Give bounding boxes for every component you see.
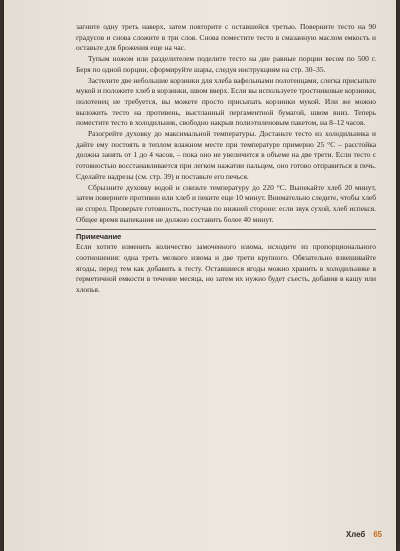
body-text <box>76 22 376 296</box>
page-number: 65 <box>373 530 382 539</box>
paragraph-3: Застелите две небольшие корзинки для хлеба вафельными полотенцами, слегка присыпьте мукой и положите хлеб в корзинки, швом вверх. Если вы используете тростниковые корзинки, полотенец не требуется, вы можете просто присыпать корзинки мукой. Или же можно выложить тесто на противень, выстланный пергаментной бумагой, швом вниз. Теперь поместите тесто в холодильник, свободно накрыв полиэтиленовым пакетом, на 8–12 часов. <box>76 75 376 128</box>
paragraph-4: Разогрейте духовку до максимальной температуры. Достаньте тесто из холодильника и дайте ему постоять в теплом влажном месте при температуре примерно 25 °C – расстойка должна занять от 1 до 4 часов, – пока оно не увеличится в объеме на две трети. Если тесто с готовностью восстанавливается при легком нажатии пальцем, оно готово отправиться в печь. Сделайте надрезы (см. стр. 39) и поставьте его печься. <box>76 129 376 181</box>
paragraph-5: Сбрызните духовку водой и снизьте температуру до 220 °C. Выпекайте хлеб 20 минут, затем поверните противни или хлеб и пеките еще 10 минут. Внимательно следите, чтобы хлеб не сгорел. Проверьте готовность, постучав по нижней стороне: если звук сухой, хлеб испекся. Общее время выпекания не должно составить более 40 минут. <box>76 182 376 224</box>
note-heading: Примечание <box>76 232 122 242</box>
book-page <box>4 0 396 551</box>
note-divider <box>76 229 376 230</box>
note-text: Если хотите изменить количество замоченного изюма, исходите из пропорционального соотношения: одна треть мелкого изюма и две трети крупного. Обязательно взвешивайте ягоды, перед тем как добавить к тесту. Оставшиеся ягоды можно хранить в холодильнике в герметичной емкости в течение месяца, но затем их нужно будет съесть, добавив в кашу или хлопья. <box>76 242 376 295</box>
paragraph-2: Тупым ножом или разделителем поделите тесто на две равные порции весом по 500 г. Беря по одной порции, сформируйте шары, следуя инструкциям на стр. 30–35. <box>76 54 376 74</box>
page-footer <box>346 530 382 539</box>
paragraph-1: загните одну треть наверх, затем повторите с оставшейся третью. Поверните тесто на 90 градусов и снова сложите в три слоя. Снова поместите тесто в смазанную маслом емкость и оставьте для брожения еще на час. <box>76 22 376 53</box>
section-title: Хлеб <box>346 530 366 539</box>
